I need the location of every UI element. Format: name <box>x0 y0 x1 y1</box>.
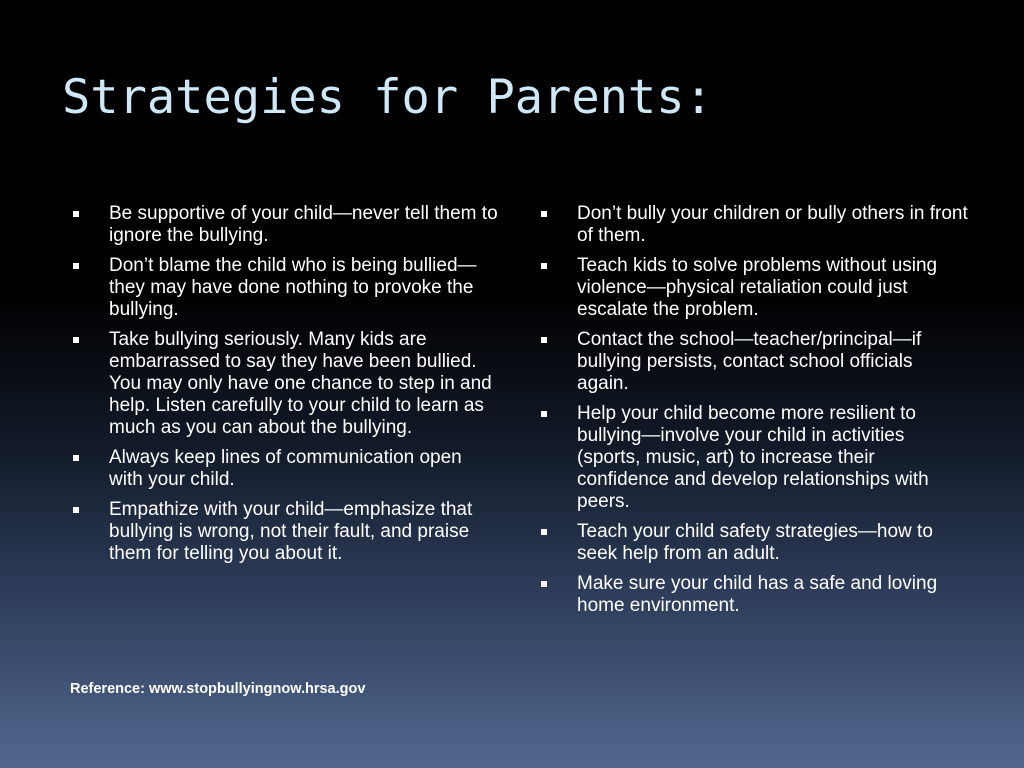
bullet-item <box>538 329 968 395</box>
bullet-item <box>538 203 968 247</box>
bullet-text: Help your child become more resilient to bullying—involve your child in activities (sports, music, art) to increase their confidence and develop relationships with peers. <box>577 403 929 512</box>
square-bullet-icon <box>73 211 79 217</box>
bullet-text: Teach your child safety strategies—how to seek help from an adult. <box>577 521 933 564</box>
bullet-item <box>538 403 968 513</box>
bullet-text: Don’t bully your children or bully others in front of them. <box>577 203 968 246</box>
bullet-text: Teach kids to solve problems without using violence—physical retaliation could just escalate the problem. <box>577 255 938 320</box>
square-bullet-icon <box>541 263 547 269</box>
bullet-item <box>70 329 500 439</box>
square-bullet-icon <box>73 455 79 461</box>
square-bullet-icon <box>541 581 547 587</box>
reference-text: Reference: www.stopbullyingnow.hrsa.gov <box>70 681 366 697</box>
right-bullet-list <box>538 203 968 625</box>
bullet-item <box>538 573 968 617</box>
bullet-text: Take bullying seriously. Many kids are embarrassed to say they have been bullied. You may only have one chance to step in and help. Listen carefully to your child to learn as much as you can about the bullying. <box>109 329 492 438</box>
square-bullet-icon <box>541 337 547 343</box>
bullet-item <box>70 255 500 321</box>
bullet-item <box>538 255 968 321</box>
bullet-item <box>70 499 500 565</box>
bullet-item <box>70 447 500 491</box>
bullet-item <box>70 203 500 247</box>
square-bullet-icon <box>541 211 547 217</box>
square-bullet-icon <box>73 507 79 513</box>
bullet-text: Always keep lines of communication open with your child. <box>109 447 462 490</box>
square-bullet-icon <box>541 411 547 417</box>
bullet-text: Don’t blame the child who is being bullied—they may have done nothing to provoke the bullying. <box>109 255 477 320</box>
square-bullet-icon <box>73 337 79 343</box>
bullet-text: Be supportive of your child—never tell them to ignore the bullying. <box>109 203 498 246</box>
left-bullet-list <box>70 203 500 573</box>
square-bullet-icon <box>73 263 79 269</box>
bullet-text: Contact the school—teacher/principal—if bullying persists, contact school officials again. <box>577 329 922 394</box>
bullet-item <box>538 521 968 565</box>
bullet-text: Make sure your child has a safe and loving home environment. <box>577 573 938 616</box>
bullet-text: Empathize with your child—emphasize that bullying is wrong, not their fault, and praise them for telling you about it. <box>109 499 473 564</box>
square-bullet-icon <box>541 529 547 535</box>
slide-title: Strategies for Parents: <box>62 70 713 125</box>
